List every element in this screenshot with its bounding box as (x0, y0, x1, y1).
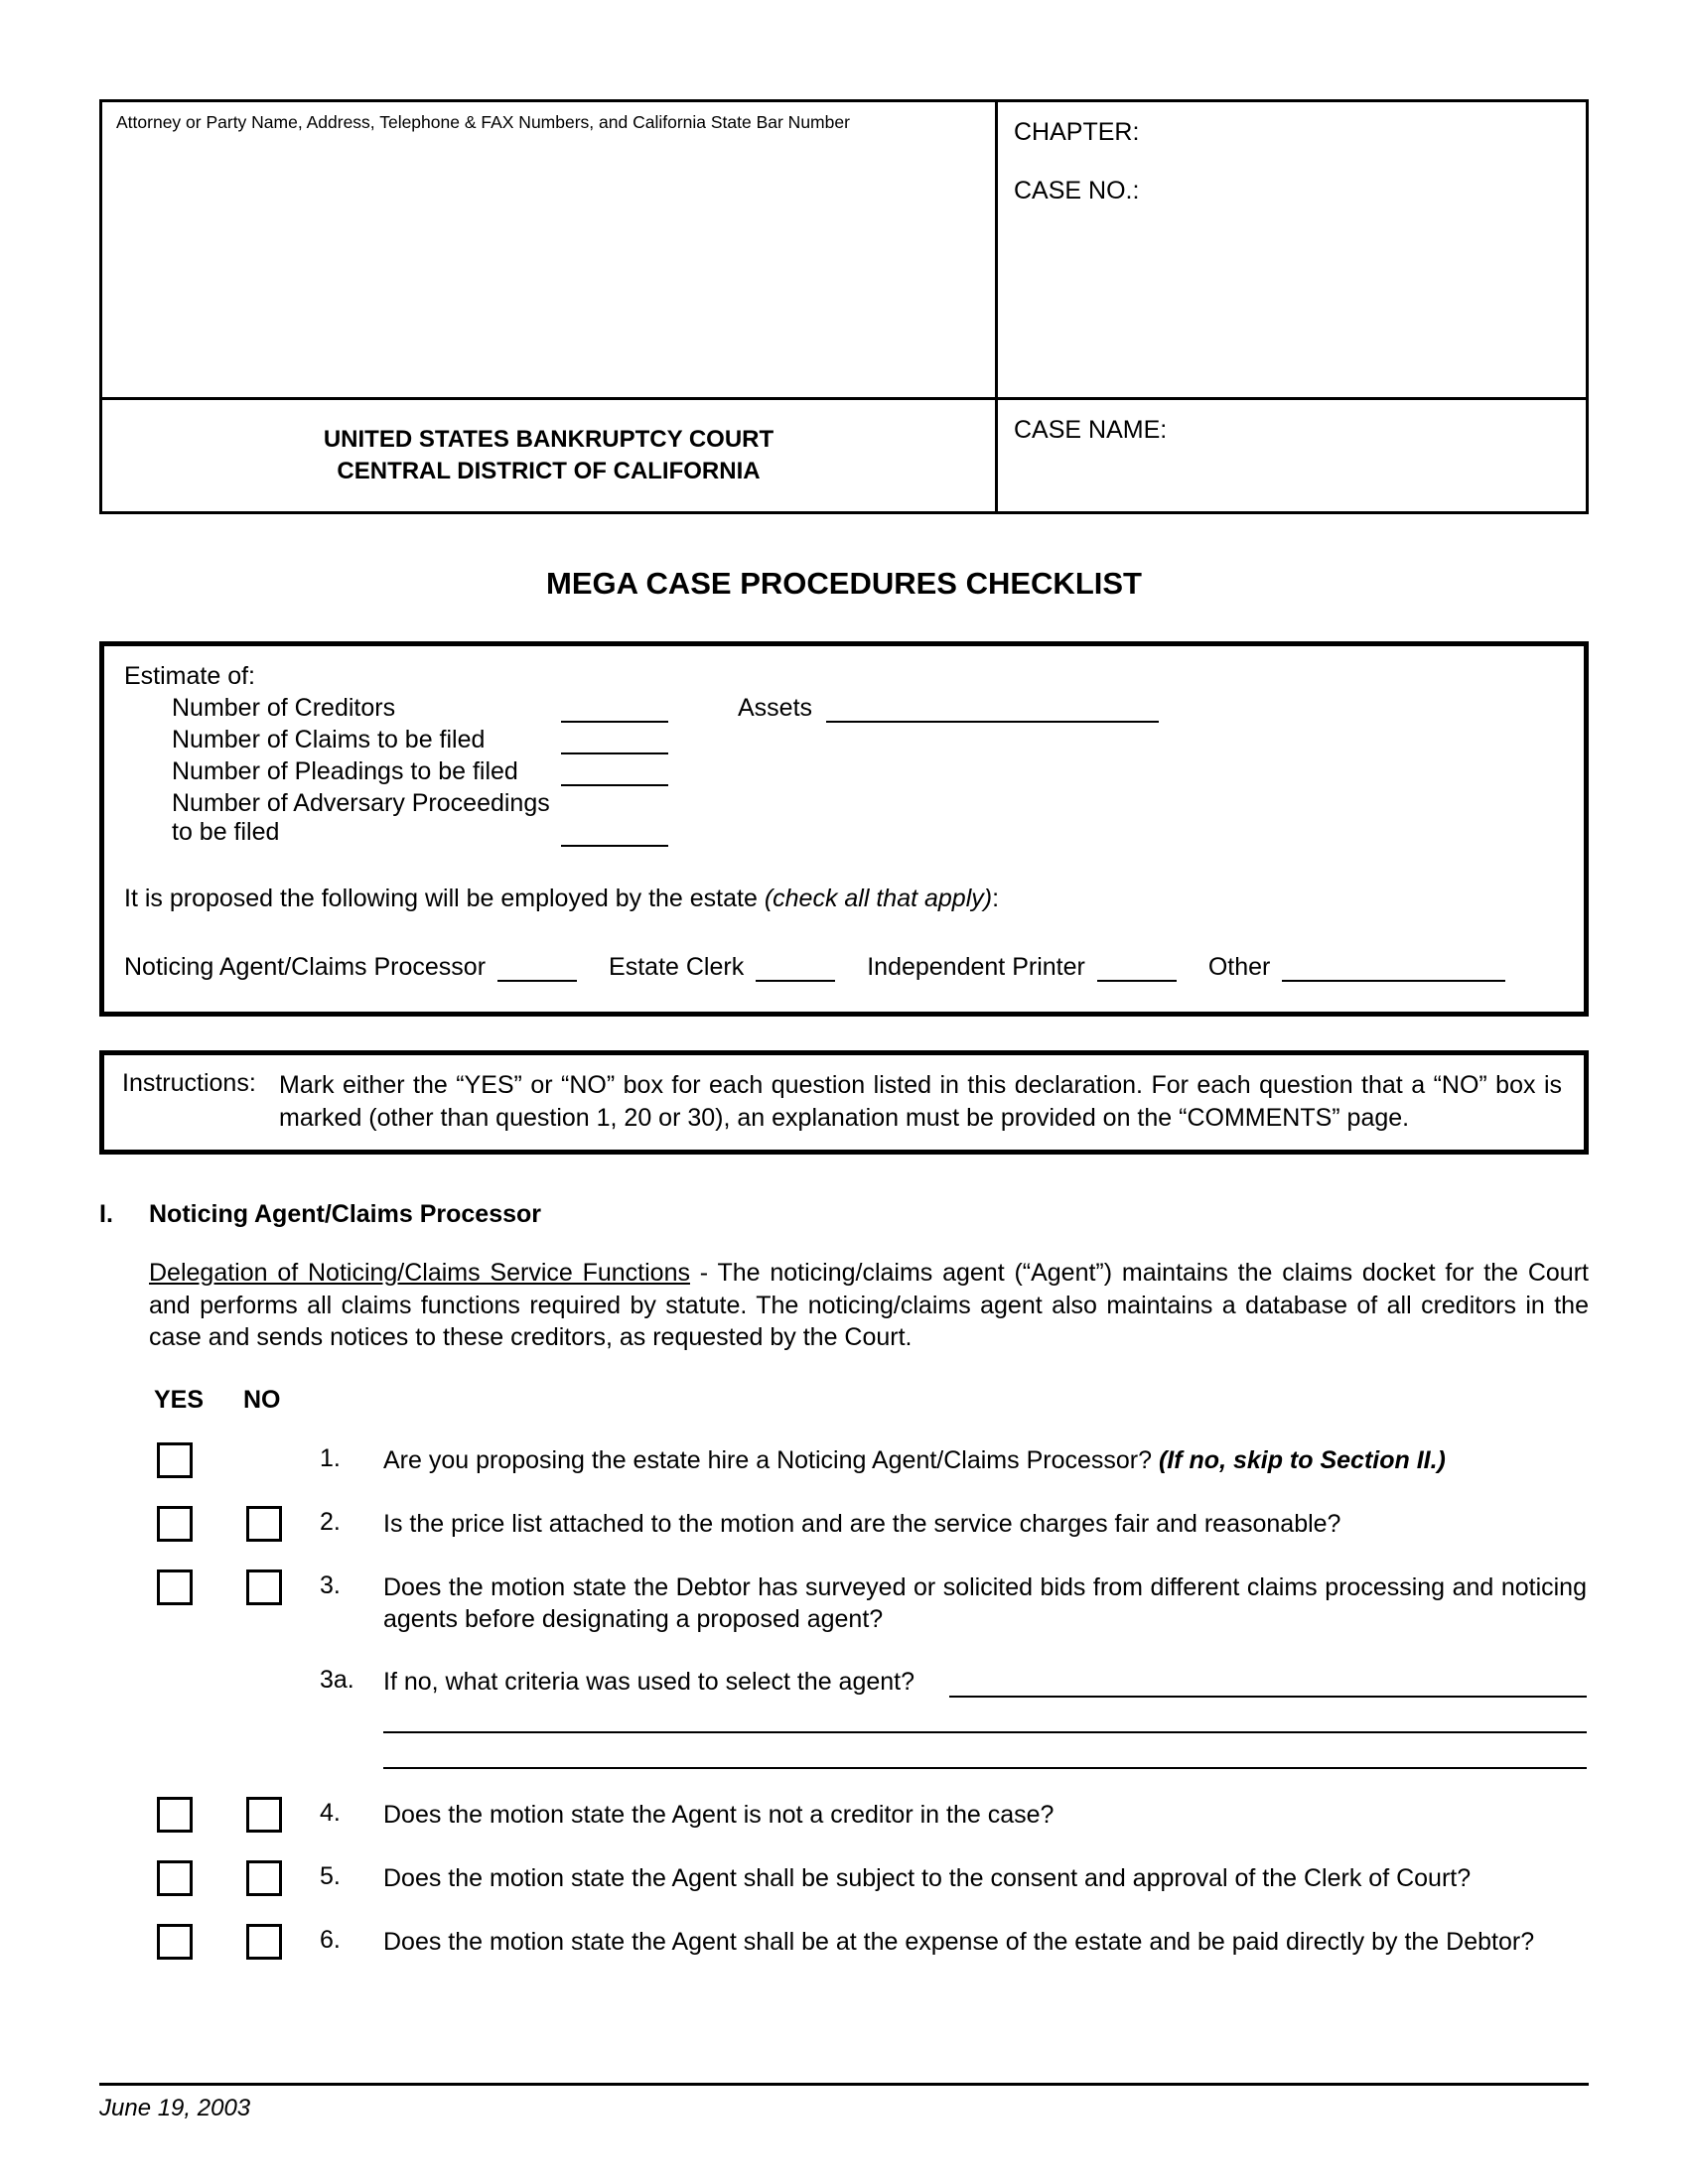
other-check-field[interactable] (1282, 954, 1505, 982)
question-row-3 (99, 1570, 1589, 1636)
q5-no-checkbox[interactable] (246, 1860, 282, 1896)
q4-number: 4. (320, 1799, 341, 1827)
estimate-row-creditors (124, 694, 1564, 723)
question-row-6 (99, 1924, 1589, 1960)
q1-question: Are you proposing the estate hire a Noticing Agent/Claims Processor? (383, 1445, 1153, 1474)
q3a-answer-field-line3[interactable] (383, 1733, 1587, 1769)
proposal-text: It is proposed the following will be employed by the estate (124, 885, 765, 912)
q2-no-checkbox[interactable] (246, 1506, 282, 1542)
estimate-row-pleadings (124, 757, 1564, 786)
proposal-italic-text: (check all that apply) (764, 885, 993, 912)
q4-yes-checkbox[interactable] (157, 1797, 193, 1833)
question-row-1 (99, 1442, 1589, 1478)
q4-text: Does the motion state the Agent is not a creditor in the case? (383, 1801, 1055, 1829)
q3a-no-checkbox-spacer (246, 1664, 282, 1700)
page-title: MEGA CASE PROCEDURES CHECKLIST (546, 566, 1142, 601)
pleadings-count-field[interactable] (561, 758, 668, 786)
q1-skip-note: (If no, skip to Section II.) (1158, 1445, 1446, 1474)
q3-number: 3. (320, 1570, 341, 1599)
q3a-answer-field-line1[interactable] (949, 1668, 1587, 1698)
case-name-label: CASE NAME: (1014, 416, 1168, 444)
question-row-2 (99, 1506, 1589, 1542)
proposal-colon: : (992, 885, 1000, 912)
question-row-3a (99, 1664, 1589, 1770)
section1-intro-rest: - The noticing/claims agent (“Agent”) maintains the claims docket for the Court and performs all claims functions required by statute. The noticing/claims agent also maintains a database of all creditors in the case and sends notices to these creditors, as requested by the Court. (149, 1259, 1589, 1351)
instructions-label: Instructions: (122, 1069, 256, 1097)
q3a-prompt-row (383, 1666, 1587, 1699)
attorney-info-label: Attorney or Party Name, Address, Telephone & FAX Numbers, and California State Bar Number (116, 112, 850, 132)
footer-date: June 19, 2003 (99, 2095, 251, 2121)
proposal-sentence (124, 885, 1564, 913)
q6-number: 6. (320, 1926, 341, 1954)
q1-number: 1. (320, 1443, 341, 1472)
estate-clerk-option-label: Estate Clerk (609, 953, 745, 981)
section1-number: I. (99, 1200, 113, 1228)
estimate-row-adversary (124, 789, 1564, 847)
creditors-label: Number of Creditors (172, 694, 396, 722)
section1-heading-row (99, 1200, 1589, 1229)
q3a-answer-field-line2[interactable] (383, 1698, 1587, 1733)
footer (99, 2083, 1589, 2122)
pleadings-label: Number of Pleadings to be filed (172, 757, 518, 785)
yes-column-label: YES (154, 1385, 205, 1414)
q2-number: 2. (320, 1507, 341, 1536)
assets-field[interactable] (826, 695, 1159, 723)
adversary-label: Number of Adversary Proceedings to be filed (172, 789, 550, 846)
estimate-heading: Estimate of: (124, 662, 255, 690)
chapter-label: CHAPTER: (1014, 118, 1140, 146)
estimate-row-claims (124, 726, 1564, 754)
yes-no-header-row (99, 1386, 1589, 1415)
employ-options-row (124, 953, 1564, 982)
court-name-block (102, 400, 998, 511)
q4-no-checkbox[interactable] (246, 1797, 282, 1833)
attorney-info-field[interactable] (102, 102, 998, 400)
independent-printer-check-field[interactable] (1097, 954, 1177, 982)
chapter-case-cell (998, 102, 1586, 400)
q1-text (383, 1442, 1589, 1477)
court-name-line1: UNITED STATES BANKRUPTCY COURT (323, 425, 774, 453)
claims-count-field[interactable] (561, 727, 668, 754)
independent-printer-option-label: Independent Printer (867, 953, 1085, 981)
claims-label: Number of Claims to be filed (172, 726, 486, 753)
q3a-yes-checkbox-spacer (157, 1664, 193, 1700)
q3a-number: 3a. (320, 1665, 354, 1694)
q6-no-checkbox[interactable] (246, 1924, 282, 1960)
estate-clerk-check-field[interactable] (756, 954, 835, 982)
instructions-text: Mark either the “YES” or “NO” box for each question listed in this declaration. For each question that a “NO” box is marked (other than question 1, 20 or 30), an explanation must be provided on the “COMMENTS” page. (279, 1071, 1562, 1132)
q5-yes-checkbox[interactable] (157, 1860, 193, 1896)
case-no-field[interactable] (1014, 177, 1570, 205)
noticing-agent-option-label: Noticing Agent/Claims Processor (124, 953, 487, 981)
section1-intro-underlined: Delegation of Noticing/Claims Service Functions (149, 1259, 690, 1287)
q1-no-checkbox-spacer (246, 1442, 282, 1478)
other-option-label: Other (1207, 953, 1271, 981)
q3-no-checkbox[interactable] (246, 1570, 282, 1605)
q5-number: 5. (320, 1862, 341, 1890)
no-column-label: NO (243, 1385, 281, 1414)
creditors-count-field[interactable] (561, 695, 668, 723)
chapter-field[interactable] (1014, 118, 1570, 147)
court-name-line2: CENTRAL DISTRICT OF CALIFORNIA (337, 458, 761, 484)
instructions-box (99, 1050, 1589, 1155)
assets-label: Assets (738, 694, 813, 722)
q3-text: Does the motion state the Debtor has surveyed or solicited bids from different claims processing and noticing agents before designating a proposed agent? (383, 1572, 1587, 1633)
q2-yes-checkbox[interactable] (157, 1506, 193, 1542)
q6-text: Does the motion state the Agent shall be at the expense of the estate and be paid directly by the Debtor? (383, 1928, 1535, 1956)
header-caption-box (99, 99, 1589, 514)
adversary-count-field[interactable] (561, 819, 668, 847)
question-row-5 (99, 1860, 1589, 1896)
q3-yes-checkbox[interactable] (157, 1570, 193, 1605)
noticing-agent-check-field[interactable] (497, 954, 577, 982)
section1-heading: Noticing Agent/Claims Processor (149, 1200, 541, 1228)
question-row-4 (99, 1797, 1589, 1833)
q1-yes-checkbox[interactable] (157, 1442, 193, 1478)
case-name-field[interactable] (998, 400, 1586, 511)
q2-text: Is the price list attached to the motion and are the service charges fair and reasonable? (383, 1509, 1341, 1538)
case-no-label: CASE NO.: (1014, 177, 1140, 205)
estimate-box (99, 641, 1589, 1017)
q6-yes-checkbox[interactable] (157, 1924, 193, 1960)
q5-text: Does the motion state the Agent shall be subject to the consent and approval of the Clerk of Court? (383, 1864, 1472, 1892)
section1-intro (149, 1257, 1589, 1354)
q3a-question: If no, what criteria was used to select the agent? (383, 1667, 915, 1696)
q3a-text-block (383, 1664, 1589, 1770)
